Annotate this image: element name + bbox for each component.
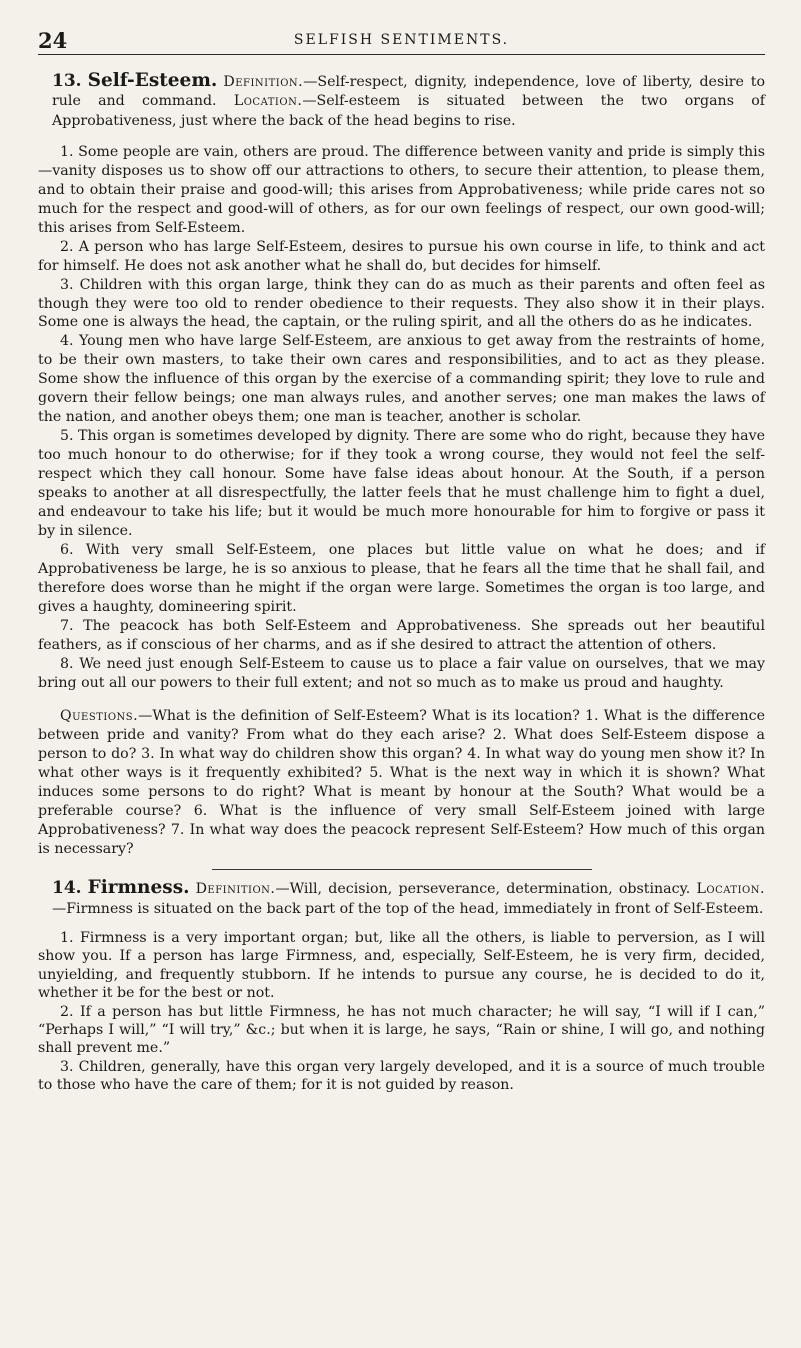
section-heading xyxy=(52,71,765,131)
paragraph: 6. With very small Self-Esteem, one places but little value on what he does; and if Approbativeness be large, he is so anxious to please, that he fears all the time that he shall fail, and therefore does worse than he might if the organ were large. Sometimes the organ is too large, and gives a haughty, domineering spirit. xyxy=(38,541,765,615)
questions-label: Questions. xyxy=(60,707,139,724)
section-firmness xyxy=(38,878,765,1094)
section-title: Self-Esteem. xyxy=(87,70,218,91)
location-label: Location. xyxy=(696,881,765,898)
paragraph: 7. The peacock has both Self-Esteem and Approbativeness. She spreads out her beautiful feathers, as if conscious of her charms, and as if she desired to attract the attention of others. xyxy=(38,617,765,653)
paragraph: 3. Children, generally, have this organ very largely developed, and it is a source of much trouble to those who have the care of them; for it is not guided by reason. xyxy=(38,1058,765,1094)
page-header xyxy=(38,28,765,55)
paragraph: 3. Children with this organ large, think they can do as much as their parents and often feel as though they were too old to render obedience to their requests. They also show it in their plays. Some one is always the head, the captain, or the ruling spirit, and all the others do as he indicates. xyxy=(38,276,765,331)
questions-block xyxy=(38,707,765,860)
section-number: 13. xyxy=(52,71,82,91)
definition-text: —Will, decision, perseverance, determination, obstinacy. xyxy=(275,881,691,898)
page-number: 24 xyxy=(38,28,68,53)
paragraph: 1. Some people are vain, others are proud. The difference between vanity and pride is simply this—vanity disposes us to show off our attractions to others, to secure their attention, to please them, and to obtain their praise and good-will; this arises from Approbativeness; while pride cares not so much for the respect and good-will of others, as for our own feelings of respect, our own good-will; this arises from Self-Esteem. xyxy=(38,143,765,236)
section-title: Firmness. xyxy=(87,877,190,899)
paragraph: 4. Young men who have large Self-Esteem, are anxious to get away from the restraints of home, to be their own masters, to take their own cares and responsibilities, and to act as they please. Some show the influence of this organ by the exercise of a commanding spirit; they love to rule and govern their fellow beings; one man always rules, and another serves; one man makes the laws of the nation, and another obeys them; one man is teacher, another is scholar. xyxy=(38,333,765,426)
section-divider xyxy=(212,869,592,870)
definition-label: Definition. xyxy=(195,881,276,898)
section-heading xyxy=(52,878,765,919)
location-text: —Firmness is situated on the back part of the top of the head, immediately in front of Self-Esteem. xyxy=(52,900,764,917)
section-self-esteem xyxy=(38,71,765,859)
questions-text: —What is the definition of Self-Esteem? What is its location? 1. What is the difference between pride and vanity? From what do they each arise? 2. What does Self-Esteem dispose a person to do? 3. In what way do children show this organ? 4. In what way do young men show it? In what other ways is it frequently exhibited? 5. What is the next way in which it is shown? What induces some persons to do right? What is meant by honour at the South? What would be a preferable course? 6. What is the influence of very small Self-Esteem joined with large Approbativeness? 7. In what way does the peacock represent Self-Esteem? How much of this organ is necessary? xyxy=(38,707,765,858)
definition-text: —Self-respect, dignity, independence, love of liberty, desire to rule and command. xyxy=(52,74,765,110)
location-text: —Self-esteem is situated between the two organs of Approbativeness, just where the back of the head begins to rise. xyxy=(52,93,765,129)
section-number: 14. xyxy=(52,878,82,899)
paragraph: 1. Firmness is a very important organ; but, like all the others, is liable to perversion, as I will show you. If a person has large Firmness, and, especially, Self-Esteem, he is very firm, decided, unyielding, and frequently stubborn. If he intends to pursue any course, he is decided to do it, whether it be for the best or not. xyxy=(38,929,765,1002)
location-label: Location. xyxy=(233,93,303,110)
definition-label: Definition. xyxy=(223,74,304,90)
running-title: SELFISH SENTIMENTS. xyxy=(293,32,510,48)
paragraph: 2. If a person has but little Firmness, he has not much character; he will say, “I will if I can,” “Perhaps I will,” “I will try,” &c.; but when it is large, he says, “Rain or shine, I will go, and nothing shall prevent me.” xyxy=(38,1003,765,1057)
paragraph: 5. This organ is sometimes developed by dignity. There are some who do right, because they have too much honour to do otherwise; for if they took a wrong course, they would not feel the self-respect which they call honour. Some have false ideas about honour. At the South, if a person speaks to another at all disrespectfully, the latter feels that he must challenge him to fight a duel, and endeavour to take his life; but it would be much more honourable for him to forgive or pass it by in silence. xyxy=(38,428,765,539)
paragraph: 2. A person who has large Self-Esteem, desires to pursue his own course in life, to think and act for himself. He does not ask another what he shall do, but decides for himself. xyxy=(38,238,765,274)
paragraph: 8. We need just enough Self-Esteem to cause us to place a fair value on ourselves, that we may bring out all our powers to their full extent; and not so much as to make us proud and haughty. xyxy=(38,655,765,691)
